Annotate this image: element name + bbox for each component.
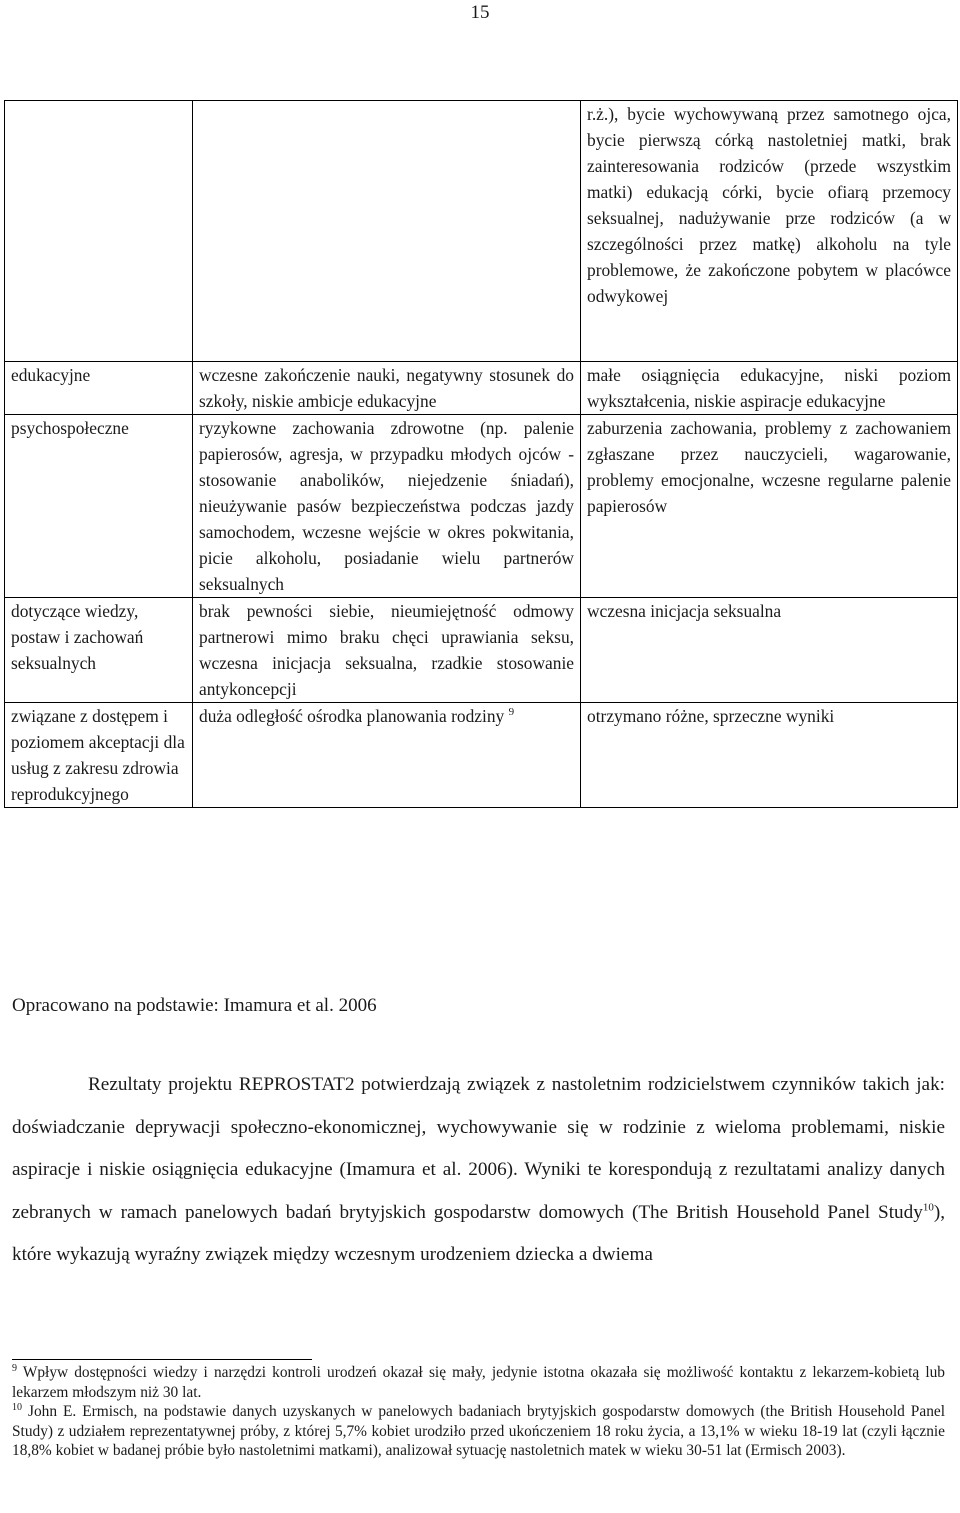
parents-cell	[193, 101, 581, 362]
paragraph-text-continued: ), które wykazują wyraźny związek między wczesnym urodzeniem dziecka a dwiema	[12, 1201, 945, 1265]
footnote	[12, 1402, 945, 1461]
children-cell: wczesna inicjacja seksualna	[581, 598, 958, 703]
table-row	[5, 362, 958, 415]
footnote-number: 10	[12, 1401, 22, 1413]
table-row	[5, 703, 958, 808]
parents-cell: wczesne zakończenie nauki, negatywny stosunek do szkoły, niskie ambicje edukacyjne	[193, 362, 581, 415]
category-cell	[5, 101, 193, 362]
parents-text: duża odległość ośrodka planowania rodziny	[199, 706, 505, 726]
children-cell: małe osiągnięcia edukacyjne, niski poziom wykształcenia, niskie aspiracje edukacyjne	[581, 362, 958, 415]
footnotes	[12, 1363, 945, 1461]
parents-cell: brak pewności siebie, nieumiejętność odmowy partnerowi mimo braku chęci uprawiania seksu, wczesna inicjacja seksualna, rzadkie stosowanie antykoncepcji	[193, 598, 581, 703]
category-cell: związane z dostępem i poziomem akceptacji dla usług z zakresu zdrowia reprodukcyjnego	[5, 703, 193, 808]
parents-cell: ryzykowne zachowania zdrowotne (np. palenie papierosów, agresja, w przypadku młodych ojców - stosowanie anabolików, niejedzenie śniadań), nieużywanie pasów bezpieczeństwa podczas jazdy samochodem, wczesne wejście w okres pokwitania, picie alkoholu, posiadanie wielu partnerów seksualnych	[193, 415, 581, 598]
table-row	[5, 598, 958, 703]
footnote-text: Wpływ dostępności wiedzy i narzędzi kontroli urodzeń okazał się mały, jedynie istotna okazała się możliwość kontaktu z lekarzem-kobietą lub lekarzem młodszym niż 30 lat.	[12, 1364, 945, 1401]
children-cell: otrzymano różne, sprzeczne wyniki	[581, 703, 958, 808]
footnote	[12, 1363, 945, 1402]
page-number: 15	[470, 2, 490, 23]
category-cell: edukacyjne	[5, 362, 193, 415]
table-row	[5, 415, 958, 598]
category-cell: psychospołeczne	[5, 415, 193, 598]
body-paragraph	[12, 1064, 945, 1277]
parents-cell	[193, 703, 581, 808]
risk-factors-table	[4, 100, 958, 808]
footnote-ref: 9	[508, 706, 515, 719]
table-row	[5, 101, 958, 362]
children-cell: zaburzenia zachowania, problemy z zachowaniem zgłaszane przez nauczycieli, wagarowanie, problemy emocjonalne, wczesne regularne palenie papierosów	[581, 415, 958, 598]
footnote-number: 9	[12, 1362, 17, 1374]
paragraph-text: Rezultaty projektu REPROSTAT2 potwierdzają związek z nastoletnim rodzicielstwem czynników takich jak: doświadczanie deprywacji społeczno-ekonomicznej, wychowywanie się w rodzinie z wieloma problemami, niskie aspiracje i niskie osiągnięcia edukacyjne (Imamura et al. 2006). Wyniki te korespondują z rezultatami analizy danych zebranych w ramach panelowych badań brytyjskich gospodarstw domowych (The British Household Panel Study	[12, 1074, 945, 1223]
footnote-text: John E. Ermisch, na podstawie danych uzyskanych w panelowych badaniach brytyjskich gospodarstw domowych (the British Household Panel Study) z udziałem reprezentatywnej próby, z której 5,7% kobiet urodziło przed ukończeniem 18 roku życia, a 13,1% w wieku 18-19 lat (czyli łącznie 18,8% kobiet w badanej próbie było nastoletnimi matkami), analizował sytuację nastoletnich matek w wieku 30-51 lat (Ermisch 2003).	[12, 1403, 945, 1459]
children-cell: r.ż.), bycie wychowywaną przez samotnego ojca, bycie pierwszą córką nastoletniej matki, brak zainteresowania rodziców (przede wszystkim matki) edukacją córki, bycie ofiarą przemocy seksualnej, nadużywanie prze rodziców (a w szczególności przez matkę) alkoholu na tyle problemowe, że zakończone pobytem w placówce odwykowej	[581, 101, 958, 362]
category-cell: dotyczące wiedzy, postaw i zachowań seksualnych	[5, 598, 193, 703]
footnote-ref: 10	[922, 1201, 934, 1214]
table-source-caption: Opracowano na podstawie: Imamura et al. 2006	[12, 995, 377, 1016]
footnote-separator	[12, 1359, 312, 1360]
